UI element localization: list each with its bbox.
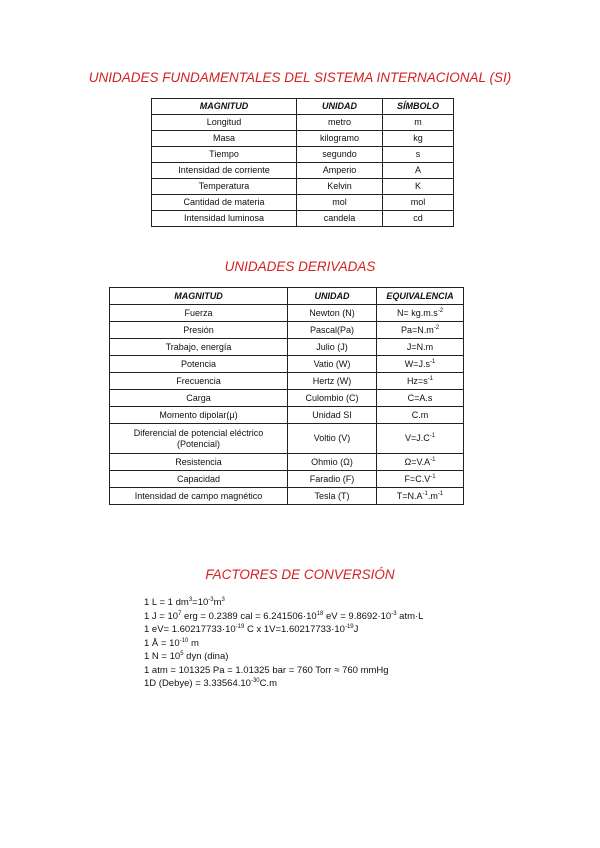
table-cell: Fuerza (110, 305, 288, 322)
table-cell: candela (297, 211, 383, 227)
conversion-line: 1 $J = 10^7$ erg = 0.2389 cal = $6.241506\cdot 10^{18}$ eV = $9.8692\cdot 10^{-3}$ atm·L (144, 610, 424, 622)
table-row (152, 179, 454, 195)
superscript: -19 (235, 624, 245, 630)
table-cell: segundo (297, 147, 383, 163)
superscript: -30 (250, 678, 260, 684)
table-header-row (110, 288, 464, 305)
table-cell: Faradio (F) (288, 471, 377, 488)
table-row (152, 211, 454, 227)
conversion-line: 1 $N = 10^5$ dyn (dina) (144, 651, 229, 662)
table-cell: C.m (377, 407, 464, 424)
superscript: -1 (430, 456, 436, 463)
table-cell: kilogramo (297, 131, 383, 147)
superscript: -1 (430, 473, 436, 480)
superscript: 7 (178, 610, 182, 617)
table-cell: A (383, 163, 454, 179)
table-cell: Culombio (C) (288, 390, 377, 407)
superscript: -2 (437, 307, 444, 314)
table-cell: Cantidad de materia (152, 195, 297, 211)
table-row (152, 195, 454, 211)
column-header: MAGNITUD (152, 99, 297, 115)
fundamental-units-table (151, 98, 454, 227)
conversion-factors-list (144, 596, 423, 691)
superscript: -1 (427, 375, 434, 382)
table-cell: Pascal(Pa) (288, 322, 377, 339)
table-cell: K (383, 179, 454, 195)
table-cell: Newton (N) (288, 305, 377, 322)
superscript: -10 (179, 637, 189, 644)
table-cell: m (383, 115, 454, 131)
table-cell: Intensidad de campo magnético (110, 488, 288, 505)
conversion-factors-title: FACTORES DE CONVERSIÓN (205, 567, 395, 582)
superscript: -2 (433, 324, 440, 331)
superscript: -3 (391, 610, 397, 617)
table-cell: Diferencial de potencial eléctrico (Potencial) (110, 424, 288, 454)
table-cell: Kelvin (297, 179, 383, 195)
table-cell: Julio (J) (288, 339, 377, 356)
table-row (110, 424, 464, 454)
table-row (110, 407, 464, 424)
table-cell: Presión (110, 322, 288, 339)
superscript: -1 (437, 490, 444, 497)
table-cell: Intensidad de corriente (152, 163, 297, 179)
table-cell: metro (297, 115, 383, 131)
superscript: 3 (221, 597, 225, 603)
superscript: -1 (422, 490, 428, 497)
table-cell: Momento dipolar(μ) (110, 407, 288, 424)
table-cell: $T=N.A^{-1}.m^{-1}$ (377, 488, 464, 505)
table-cell: C=A.s (377, 390, 464, 407)
table-row (110, 471, 464, 488)
table-cell: Temperatura (152, 179, 297, 195)
table-cell: Masa (152, 131, 297, 147)
conversion-line: 1 L = 1 $dm^3=10^{-3}m^3$ (144, 597, 225, 608)
table-cell: kg (383, 131, 454, 147)
table-cell: cd (383, 211, 454, 227)
conversion-line: 1 Å = $10^{-10}$ m (144, 637, 199, 649)
table-row (110, 305, 464, 322)
table-cell: Amperio (297, 163, 383, 179)
conversion-line: 1 atm = 101325 Pa = 1.01325 bar = 760 Torr ≈ 760 mmHg (144, 664, 389, 676)
table-row (110, 390, 464, 407)
superscript: -1 (429, 433, 436, 439)
column-header: EQUIVALENCIA (377, 288, 464, 305)
table-cell: $V=J.C^{-1}$ (377, 424, 464, 454)
table-row (110, 356, 464, 373)
table-cell: Hertz (W) (288, 373, 377, 390)
table-cell: $N= kg.m.s^{-2}$ (377, 305, 464, 322)
superscript: -1 (429, 358, 436, 365)
table-row (152, 163, 454, 179)
conversion-line: 1 $eV= 1.60217733\cdot 10^{-19}$ C x $1V=1.60217733\cdot 10^{-19}J$ (144, 624, 359, 635)
table-cell: Tesla (T) (288, 488, 377, 505)
table-row (110, 339, 464, 356)
superscript: -3 (208, 597, 214, 603)
table-cell: Frecuencia (110, 373, 288, 390)
table-cell: $Hz=s^{-1}$ (377, 373, 464, 390)
column-header: SÍMBOLO (383, 99, 454, 115)
fundamental-units-title: UNIDADES FUNDAMENTALES DEL SISTEMA INTERNACIONAL (SI) (88, 70, 512, 85)
table-row (110, 454, 464, 471)
column-header: UNIDAD (288, 288, 377, 305)
table-cell: Potencia (110, 356, 288, 373)
table-cell: Resistencia (110, 454, 288, 471)
table-cell: Ohmio (Ω) (288, 454, 377, 471)
table-row (110, 322, 464, 339)
table-cell: Trabajo, energía (110, 339, 288, 356)
table-cell: Tiempo (152, 147, 297, 163)
table-cell: Vatio (W) (288, 356, 377, 373)
table-cell: $\Omega=V.A^{-1}$ (377, 454, 464, 471)
table-header-row (152, 99, 454, 115)
table-cell: Longitud (152, 115, 297, 131)
conversion-line: 1D (Debye) = $3.33564.10^{-30}C.m$ (144, 678, 278, 689)
table-cell: s (383, 147, 454, 163)
table-cell: J=N.m (377, 339, 464, 356)
table-cell: Voltio (V) (288, 424, 377, 454)
table-cell: Carga (110, 390, 288, 407)
table-row (152, 131, 454, 147)
table-cell: $W=J.s^{-1}$ (377, 356, 464, 373)
table-cell: Capacidad (110, 471, 288, 488)
table-cell: mol (297, 195, 383, 211)
table-cell: mol (383, 195, 454, 211)
table-cell: Intensidad luminosa (152, 211, 297, 227)
table-cell: $Pa=N.m^{-2}$ (377, 322, 464, 339)
superscript: 3 (188, 597, 193, 603)
table-row (152, 115, 454, 131)
derived-units-table (109, 287, 464, 505)
superscript: 18 (316, 610, 324, 617)
table-row (110, 488, 464, 505)
table-cell: Unidad SI (288, 407, 377, 424)
column-header: UNIDAD (297, 99, 383, 115)
table-row (110, 373, 464, 390)
superscript: -19 (344, 624, 354, 630)
table-cell: $F=C.V^{-1}$ (377, 471, 464, 488)
superscript: 5 (180, 651, 184, 657)
column-header: MAGNITUD (110, 288, 288, 305)
table-row (152, 147, 454, 163)
derived-units-title: UNIDADES DERIVADAS (224, 259, 376, 274)
